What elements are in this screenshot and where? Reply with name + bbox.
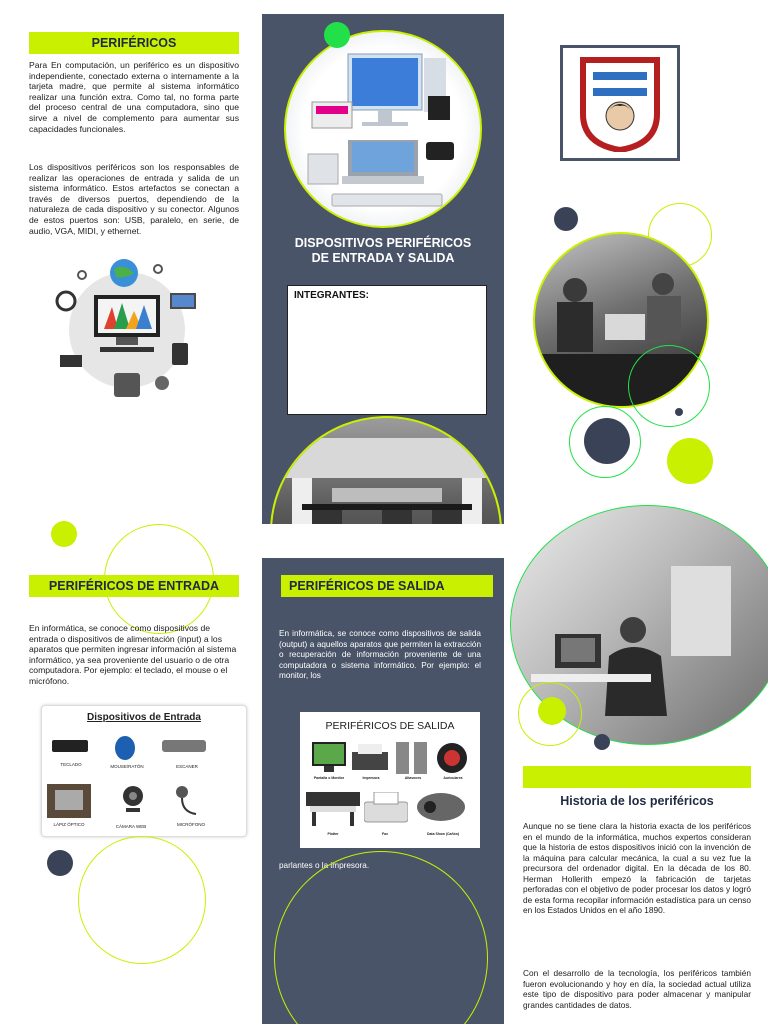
- salida-figure: [300, 712, 480, 848]
- decor-ring-lime-large: [78, 836, 206, 964]
- cover-dot-lime: [324, 22, 350, 48]
- historia-heading: Historia de los periféricos: [560, 794, 714, 808]
- integrantes-label: INTEGRANTES:: [294, 290, 369, 301]
- decor-dot-navy-1: [554, 207, 578, 231]
- historia-paragraph-1: Aunque no se tiene clara la historia exacta de los periféricos en el mundo de la informática, muchos expertos consideran que la historia de estos dispositivos inició con la invención de la máquina para calcular mecánica, la cual a su vez fue la precursora del ordenador digital. En la década de los 80. Herman Hollerith empezó la fabricación de tarjetas perforadas con el objetivo de poder procesar los datos y logró de esta forma recopilar información estadística para un censo en los Estados Unidos en el año 1890.: [523, 821, 751, 915]
- decor-ring-lime-mid: [628, 345, 710, 427]
- entrada-body: En informática, se conoce como dispositivos de entrada o dispositivos de alimentación (input) a los aparatos que permiten ingresar información al sistema informático, ya sea proveniente del usuario o de otra computadora. Por ejemplo: el teclado, el mouse o el micrófono.: [29, 623, 237, 686]
- entrada-figure-title: Dispositivos de Entrada: [87, 712, 201, 723]
- salida-label-fax: Fax: [381, 832, 389, 836]
- salida-body: En informática, se conoce como dispositivos de salida (output) a aquellos aparatos que permiten la extracción o recuperación de información proveniente de una computadora o sistema informático. Por ejemplo: el monitor, los: [279, 629, 481, 680]
- decor-dot-navy-3: [47, 850, 73, 876]
- integrantes-box: [287, 285, 487, 415]
- speakers-icon: [396, 742, 428, 774]
- salida-figure-title: PERIFÉRICOS DE SALIDA: [325, 720, 455, 732]
- salida-label-plotter: Plotter: [327, 832, 339, 836]
- salida-heading-bar: [281, 575, 493, 597]
- plotter-icon: [306, 786, 360, 826]
- peripherals-illustration: [52, 255, 202, 405]
- salida-heading: PERIFÉRICOS DE SALIDA: [289, 579, 445, 593]
- mouse-icon: [110, 732, 140, 760]
- decor-dot-lime-2: [667, 438, 713, 484]
- office-photo: [272, 418, 502, 524]
- decor-dot-navy-2: [584, 418, 630, 464]
- devices-illustration: [302, 44, 464, 214]
- microphone-icon: [172, 784, 202, 818]
- decor-dot-navy-small: [675, 408, 683, 416]
- entrada-label-teclado: TECLADO: [60, 762, 82, 767]
- salida-ring-lime: [274, 851, 488, 1024]
- headphones-icon: [436, 742, 468, 774]
- salida-label-impresora: Impresora: [362, 776, 380, 780]
- cover-title: DISPOSITIVOS PERIFÉRICOS DE ENTRADA Y SALIDA: [294, 236, 472, 265]
- entrada-heading: PERIFÉRICOS DE ENTRADA: [48, 579, 220, 593]
- school-logo-frame: [560, 45, 680, 161]
- decor-dot-lime-photo: [538, 697, 566, 725]
- cover-panel: [262, 14, 504, 524]
- webcam-icon: [118, 784, 148, 814]
- decor-dot-navy-photo: [594, 734, 610, 750]
- salida-label-auriculares: Auriculares: [443, 776, 463, 780]
- salida-label-datashow: Data Show (Cañón): [426, 832, 460, 836]
- light-pen-icon: [47, 784, 91, 818]
- salida-label-monitor: Pantalla o Monitor: [313, 776, 345, 780]
- cover-bottom-ring: [270, 416, 502, 524]
- scanner-icon: [162, 738, 206, 754]
- keyboard-icon: [52, 736, 88, 756]
- entrada-label-camara: CÁMARA WEB: [115, 824, 147, 829]
- monitor-icon: [312, 742, 346, 774]
- entrada-label-escaner: ESCANER: [176, 764, 198, 769]
- perifericos-paragraph-2: Los dispositivos periféricos son los responsables de realizar las operaciones de entrada y salida de un sistema informático. Estos artefactos se conectan a través de diversos puertos, dependiendo de la naturaleza de cada dispositivo y su conector. Algunos de estos puertos son: USB, paralelo, en serie, de audio, VGA, MIDI, y ethernet.: [29, 162, 239, 236]
- perifericos-heading-bar: [29, 32, 239, 54]
- entrada-label-mouse: MOUSE/RATÓN: [110, 764, 144, 769]
- entrada-label-microfono: MICRÓFONO: [177, 822, 205, 827]
- historia-lime-bar: [523, 766, 751, 788]
- historia-paragraph-2: Con el desarrollo de la tecnología, los periféricos también fueron evolucionando y hoy en día, la sociedad actual utiliza este tipo de dispositivo para poder almacenar y manipular grandes cantidades de datos.: [523, 968, 751, 1010]
- perifericos-heading: PERIFÉRICOS: [91, 36, 177, 50]
- printer-icon: [352, 744, 388, 772]
- projector-icon: [416, 792, 466, 822]
- fax-icon: [364, 792, 408, 824]
- salida-panel: [262, 558, 504, 1024]
- entrada-heading-bar: [29, 575, 239, 597]
- school-logo-emblem: [577, 54, 663, 152]
- salida-label-altavoces: Altavoces: [404, 776, 422, 780]
- perifericos-paragraph-1: Para En computación, un periférico es un dispositivo independiente, conectado externa o internamente a la tarjeta madre, que permite al sistema informático realizar una función extra. Como tal, no forma parte del proceso central de una computadora, sino que sirve a nivel de complemento para aumentar sus capacidades funcionales.: [29, 60, 239, 134]
- salida-body-end: parlantes o la impresora.: [279, 861, 370, 870]
- entrada-figure: [41, 705, 247, 837]
- entrada-label-lapiz: LÁPIZ ÓPTICO: [53, 822, 85, 827]
- decor-dot-lime: [51, 521, 77, 547]
